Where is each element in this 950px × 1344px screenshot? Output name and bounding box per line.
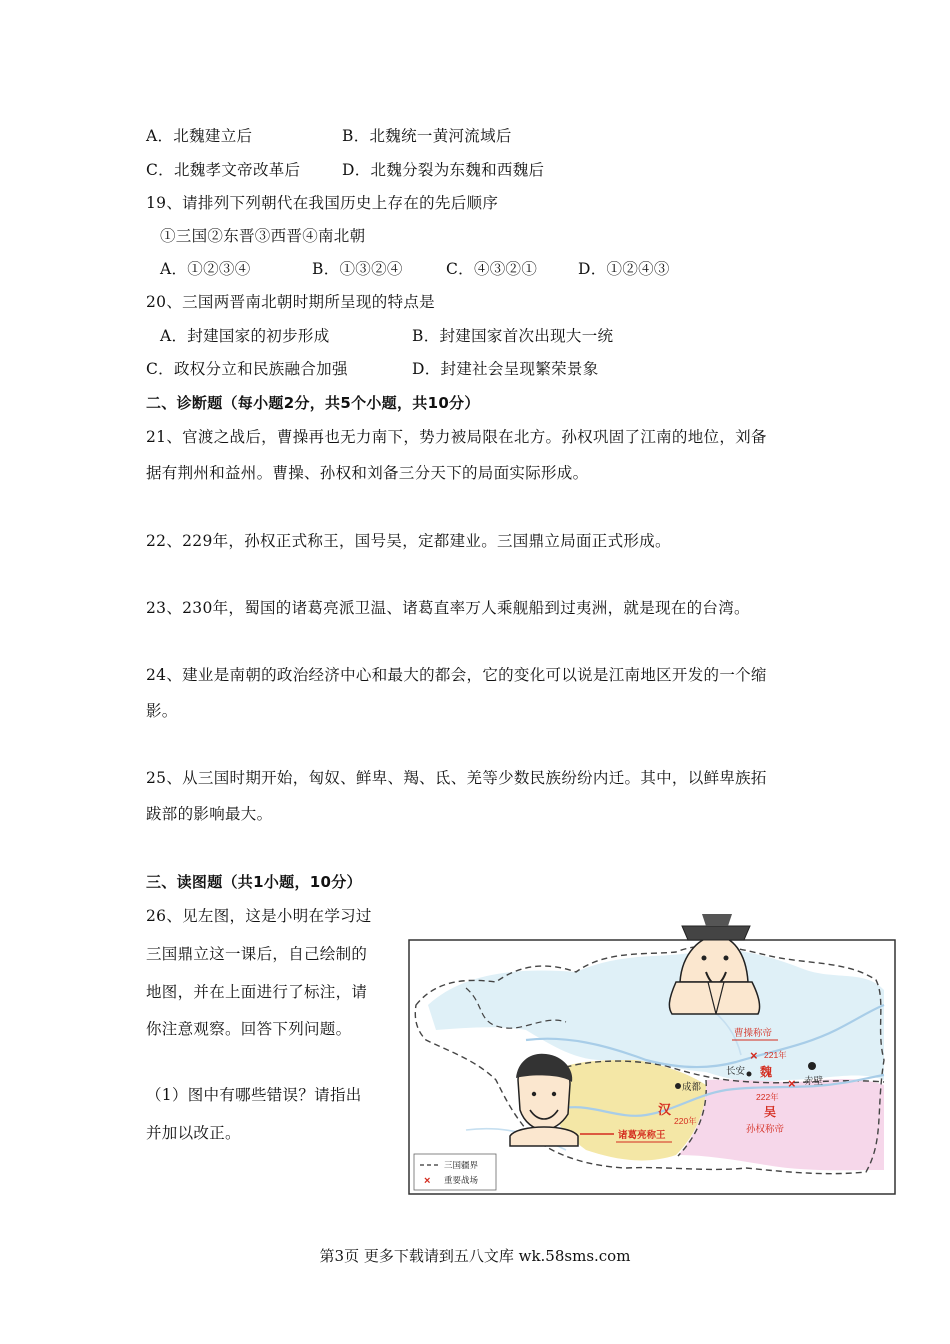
chibi-dot: [808, 1062, 816, 1070]
q20-option-a: A．封建国家的初步形成: [160, 327, 330, 345]
q24-line2: 影。: [146, 702, 178, 720]
map-legend: [414, 1154, 496, 1190]
svg-text:×: ×: [424, 1175, 431, 1187]
section3-heading: 三、读图题（共1小题，10分）: [146, 873, 362, 891]
q26-line1: 26、见左图，这是小明在学习过: [146, 907, 372, 925]
q26-line3: 地图，并在上面进行了标注，请: [146, 983, 368, 1001]
q25-line2: 跋部的影响最大。: [146, 805, 273, 823]
label-sunquan: 孙权称帝: [746, 1124, 785, 1135]
chengdu-dot: [675, 1083, 681, 1089]
q21-line1: 21、官渡之战后，曹操再也无力南下，势力被局限在北方。孙权巩固了江南的地位，刘备: [146, 428, 767, 446]
q22: 22、229年，孙权正式称王，国号吴，定都建业。三国鼎立局面正式形成。: [146, 532, 671, 550]
legend-battle-label: 重要战场: [444, 1175, 479, 1185]
label-chengdu: 成都: [682, 1082, 702, 1093]
three-kingdoms-map: [406, 910, 898, 1196]
q24-line1: 24、建业是南朝的政治经济中心和最大的都会，它的变化可以说是江南地区开发的一个缩: [146, 666, 767, 684]
q18-option-d: D．北魏分裂为东魏和西魏后: [342, 161, 545, 179]
q20-option-d: D．封建社会呈现繁荣景象: [412, 360, 599, 378]
label-chibi: 赤壁: [804, 1076, 824, 1087]
q20-option-b: B．封建国家首次出现大一统: [412, 327, 614, 345]
q19-option-a: A．①②③④: [160, 260, 251, 278]
label-222: 222年: [756, 1092, 779, 1102]
label-wei: 魏: [760, 1065, 773, 1079]
q26-line4: 你注意观察。回答下列问题。: [146, 1020, 352, 1038]
label-han: 汉: [658, 1102, 672, 1117]
q19-option-d: D．①②④③: [578, 260, 670, 278]
q25-line1: 25、从三国时期开始，匈奴、鲜卑、羯、氐、羌等少数民族纷纷内迁。其中，以鲜卑族拓: [146, 769, 767, 787]
zhugeliang-portrait: [510, 1054, 578, 1146]
q21-line2: 据有荆州和益州。曹操、孙权和刘备三分天下的局面实际形成。: [146, 464, 589, 482]
q20-option-c: C．政权分立和民族融合加强: [146, 360, 348, 378]
q19-items: ①三国②东晋③西晋④南北朝: [160, 227, 366, 245]
section2-heading: 二、诊断题（每小题2分，共5个小题，共10分）: [146, 394, 480, 412]
label-wu: 吴: [764, 1105, 777, 1119]
q18-option-b: B．北魏统一黄河流域后: [342, 127, 512, 145]
label-caocao: 曹操称帝: [734, 1028, 773, 1039]
q18-option-a: A．北魏建立后: [146, 127, 253, 145]
q19-stem: 19、请排列下列朝代在我国历史上存在的先后顺序: [146, 194, 499, 212]
battle-marker-1: ×: [750, 1048, 758, 1063]
label-220: 220年: [674, 1116, 697, 1126]
label-zhuge: 诸葛亮称王: [618, 1130, 666, 1141]
q26-sub1-line1: （1）图中有哪些错误？请指出: [146, 1086, 362, 1104]
q19-option-b: B．①③②④: [312, 260, 403, 278]
battle-marker-2: ×: [788, 1076, 796, 1091]
page-footer: 第3页 更多下载请到五八文库 wk.58sms.com: [319, 1247, 631, 1265]
changan-dot: [747, 1072, 752, 1077]
q19-option-c: C．④③②①: [446, 260, 538, 278]
q23: 23、230年，蜀国的诸葛亮派卫温、诸葛直率万人乘舰船到过夷洲，就是现在的台湾。: [146, 599, 750, 617]
q20-stem: 20、三国两晋南北朝时期所呈现的特点是: [146, 293, 435, 311]
label-221: 221年: [764, 1050, 787, 1060]
q26-line2: 三国鼎立这一课后，自己绘制的: [146, 945, 368, 963]
label-changan: 长安: [726, 1066, 746, 1077]
q18-option-c: C．北魏孝文帝改革后: [146, 161, 301, 179]
legend-border-label: 三国疆界: [444, 1160, 479, 1170]
q26-sub1-line2: 并加以改正。: [146, 1124, 241, 1142]
